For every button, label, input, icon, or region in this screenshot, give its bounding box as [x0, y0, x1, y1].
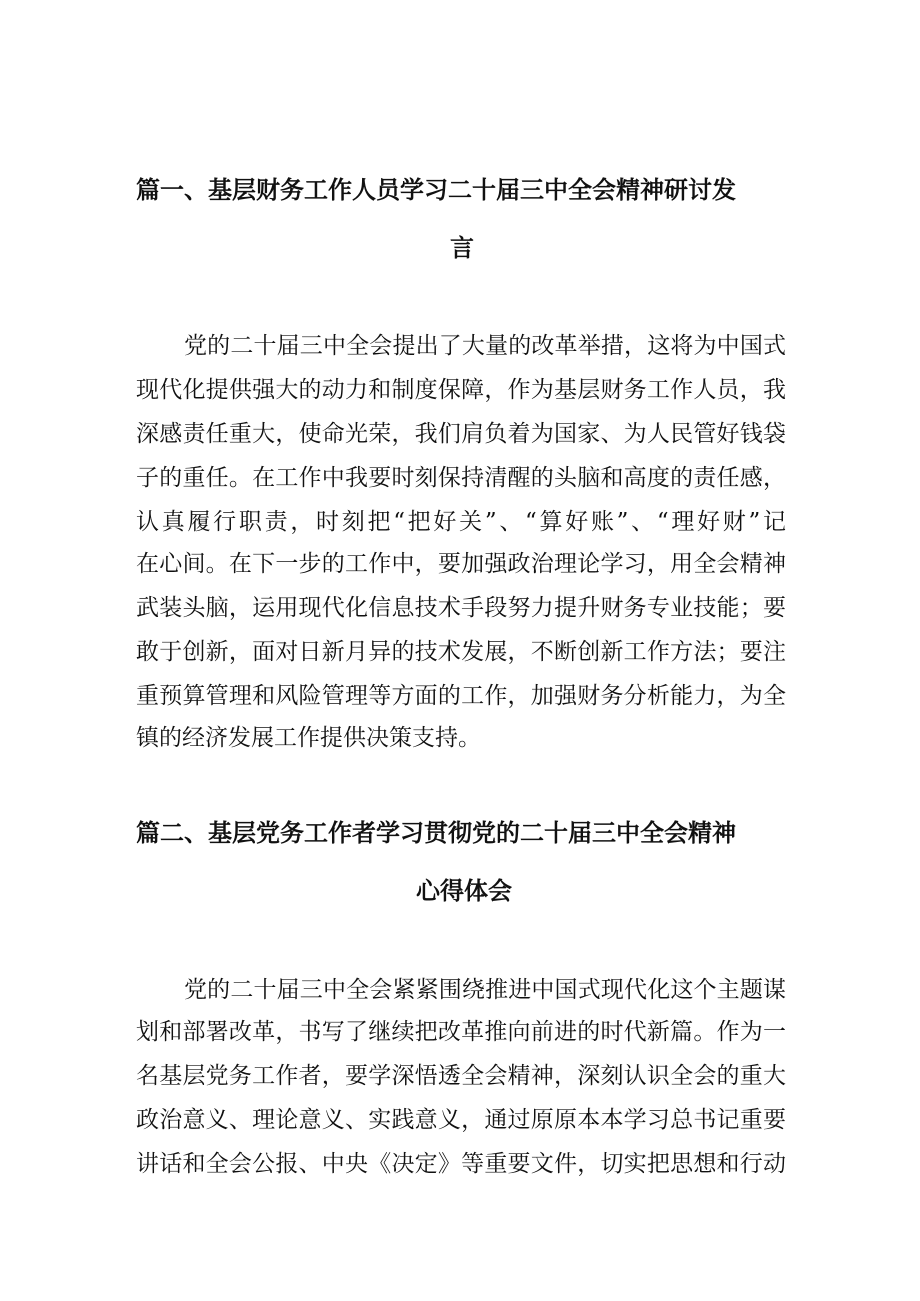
section1-paragraph-line: 重预算管理和风险管理等方面的工作，加强财务分析能力，为全	[136, 683, 786, 709]
section1-paragraph-line: 子的重任。在工作中我要时刻保持清醒的头脑和高度的责任感，	[136, 465, 786, 491]
section1-paragraph-line: 深感责任重大，使命光荣，我们肩负着为国家、为人民管好钱袋	[136, 421, 786, 447]
section1-title-line2: 言	[450, 234, 474, 262]
section2-title-line1: 篇二、基层党务工作者学习贯彻党的二十届三中全会精神	[136, 819, 736, 847]
section2-paragraph-line: 政治意义、理论意义、实践意义，通过原原本本学习总书记重要	[136, 1107, 786, 1133]
section2-title-line2: 心得体会	[416, 877, 512, 905]
section2-paragraph-line: 名基层党务工作者，要学深悟透全会精神，深刻认识全会的重大	[136, 1063, 786, 1089]
section1-title-line1: 篇一、基层财务工作人员学习二十届三中全会精神研讨发	[136, 176, 736, 204]
section1-paragraph-line: 镇的经济发展工作提供决策支持。	[136, 725, 481, 751]
section2-paragraph-line: 讲话和全会公报、中央《决定》等重要文件，切实把思想和行动	[136, 1151, 786, 1177]
section1-paragraph-line: 在心间。在下一步的工作中，要加强政治理论学习，用全会精神	[136, 551, 786, 577]
section2-paragraph-line: 党的二十届三中全会紧紧围绕推进中国式现代化这个主题谋	[184, 977, 786, 1003]
section1-paragraph-line: 党的二十届三中全会提出了大量的改革举措，这将为中国式	[184, 333, 786, 359]
section1-paragraph-line: 认真履行职责，时刻把“把好关”、“算好账”、“理好财”记	[136, 509, 786, 535]
section1-paragraph-line: 现代化提供强大的动力和制度保障，作为基层财务工作人员，我	[136, 377, 786, 403]
section1-paragraph-line: 武装头脑，运用现代化信息技术手段努力提升财务专业技能；要	[136, 595, 786, 621]
section2-paragraph-line: 划和部署改革，书写了继续把改革推向前进的时代新篇。作为一	[136, 1019, 786, 1045]
section1-paragraph-line: 敢于创新，面对日新月异的技术发展，不断创新工作方法；要注	[136, 639, 786, 665]
